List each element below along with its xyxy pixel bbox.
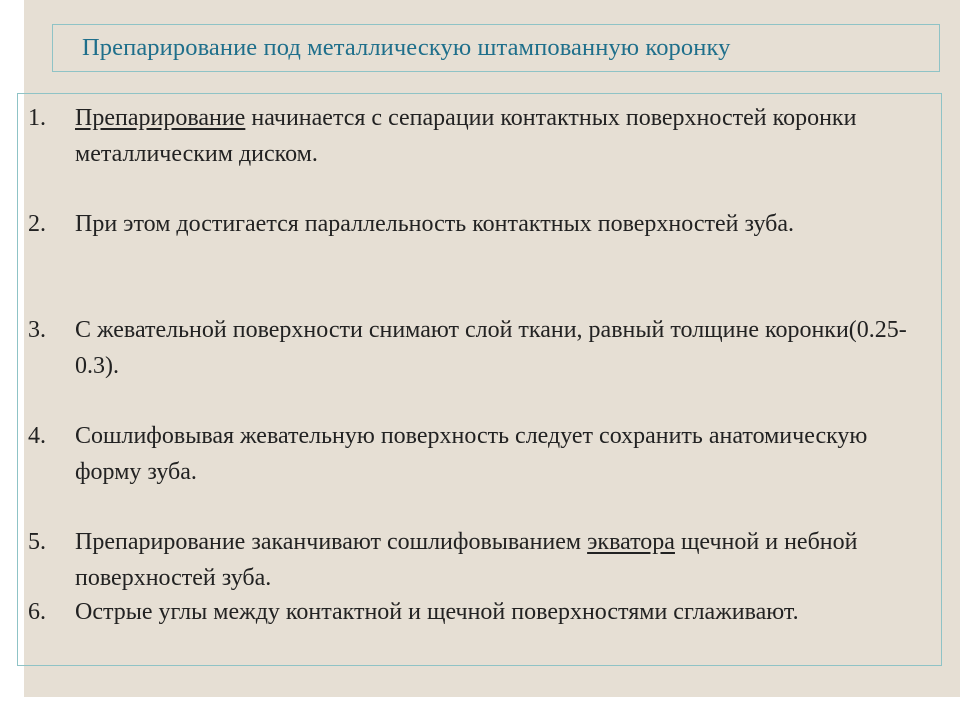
item-text: При этом достигается параллельность контактных поверхностей зуба.: [75, 211, 795, 237]
underlined-term: экватора: [587, 529, 675, 555]
slide-title: Препарирование под металлическую штампованную коронку: [82, 34, 731, 61]
item-text: [75, 100, 930, 172]
item-text-rest: начинается с сепарации контактных поверхностей коронки металлическим диском.: [75, 105, 857, 167]
item-number: 3.: [28, 317, 46, 343]
item-text: Сошлифовывая жевательную поверхность следует сохранить анатомическую форму зуба.: [75, 423, 868, 485]
item-number: 1.: [28, 105, 46, 131]
item-text: Острые углы между контактной и щечной поверхностями сглаживают.: [75, 599, 799, 625]
title-box: [52, 24, 940, 72]
item-number: 2.: [28, 211, 46, 237]
content-box: [17, 93, 942, 666]
item-text-end: щечной и небной поверхностей зуба.: [75, 529, 858, 591]
item-number: 5.: [28, 529, 46, 555]
underlined-term: Препарирование: [75, 105, 246, 131]
item-text: С жевательной поверхности снимают слой ткани, равный толщине коронки(0.25-0.3).: [75, 317, 907, 379]
item-number: 6.: [28, 599, 46, 625]
item-text-start: Препарирование заканчивают сошлифовыванием: [75, 529, 588, 555]
item-text: [75, 524, 930, 596]
item-number: 4.: [28, 423, 46, 449]
